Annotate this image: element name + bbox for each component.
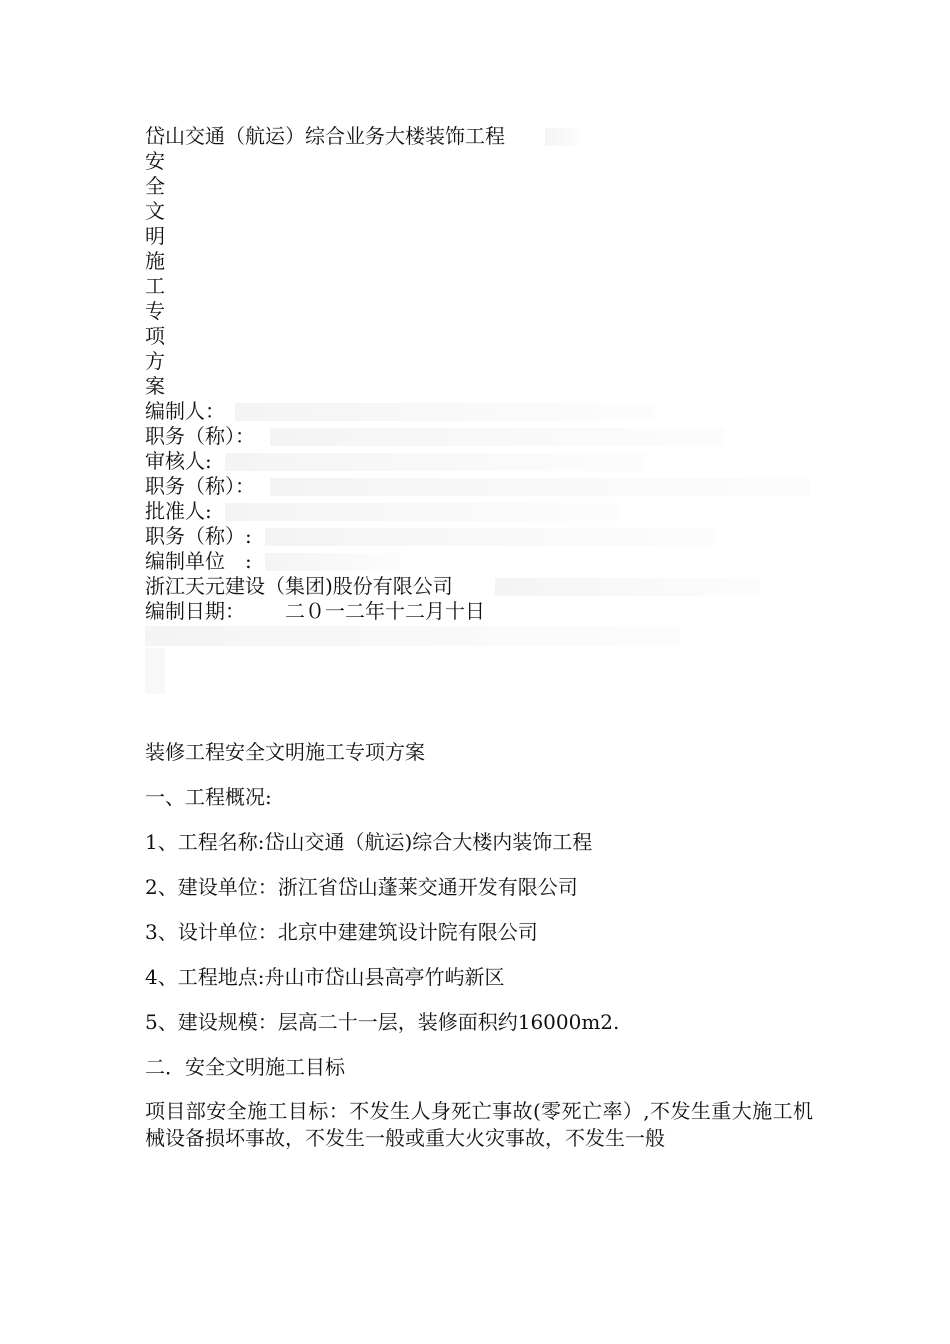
- field-label: 审核人:: [145, 449, 212, 473]
- field-row-unit: [145, 549, 825, 574]
- blank-field-line: [225, 453, 645, 471]
- field-row-title-3: [145, 524, 825, 549]
- blank-field-line: [270, 428, 725, 446]
- cover-section: [145, 124, 825, 684]
- faint-artifact: [145, 648, 165, 694]
- blank-field-line: [270, 478, 810, 496]
- overview-item: 1、工程名称:岱山交通（航运)综合大楼内装饰工程: [145, 830, 593, 854]
- blank-field-line: [235, 403, 655, 421]
- document-title: 装修工程安全文明施工专项方案: [145, 740, 425, 764]
- field-row-title-2: [145, 474, 825, 499]
- vertical-title-char: 项: [145, 324, 165, 348]
- vertical-title-char: 专: [145, 299, 165, 323]
- blank-field-line: [265, 528, 715, 546]
- vertical-title-char: 案: [145, 374, 165, 398]
- date-row: [145, 599, 825, 624]
- vertical-title-char: 文: [145, 199, 165, 223]
- blank-field-line: [495, 578, 760, 596]
- vertical-title-char: 安: [145, 149, 165, 173]
- vertical-title-char: 施: [145, 249, 165, 273]
- overview-item: 4、工程地点:舟山市岱山县高亭竹屿新区: [145, 965, 505, 989]
- vertical-title-char: 明: [145, 224, 165, 248]
- project-title-row: [145, 124, 825, 149]
- date-value: 二０一二年十二月十日: [285, 599, 485, 623]
- field-label: 职务（称）:: [145, 524, 252, 548]
- date-label: 编制日期：: [145, 599, 245, 623]
- section-heading-overview: 一、工程概况:: [145, 785, 272, 809]
- field-row-title-1: [145, 424, 825, 449]
- blank-field-line: [225, 503, 620, 521]
- field-label: 编制人：: [145, 399, 225, 423]
- company-name: 浙江天元建设（集团)股份有限公司: [145, 574, 453, 598]
- overview-item: 5、建设规模：层高二十一层，装修面积约16000m2.: [145, 1010, 620, 1034]
- blank-field-line: [265, 553, 400, 571]
- field-label: 职务（称）：: [145, 424, 255, 448]
- overview-item: 2、建设单位：浙江省岱山蓬莱交通开发有限公司: [145, 875, 578, 899]
- section-heading-goals: 二．安全文明施工目标: [145, 1055, 345, 1079]
- field-label: 职务（称）：: [145, 474, 255, 498]
- vertical-title-char: 全: [145, 174, 165, 198]
- field-row-reviewer: [145, 449, 825, 474]
- project-title: 岱山交通（航运）综合业务大楼装饰工程: [145, 124, 505, 148]
- goal-paragraph: 项目部安全施工目标：不发生人身死亡事故(零死亡率）,不发生重大施工机械设备损坏事故，不发生一般或重大火灾事故，不发生一般: [145, 1099, 813, 1150]
- faint-artifact: [545, 128, 579, 146]
- overview-item: 3、设计单位：北京中建建筑设计院有限公司: [145, 920, 538, 944]
- company-row: [145, 574, 825, 599]
- faint-artifact: [145, 626, 680, 646]
- vertical-title: [145, 149, 825, 399]
- cover-blank-area: [145, 624, 825, 684]
- vertical-title-char: 方: [145, 349, 165, 373]
- field-row-approver: [145, 499, 825, 524]
- field-label: 批准人:: [145, 499, 212, 523]
- field-label: 编制单位 :: [145, 549, 252, 573]
- field-row-compiler: [145, 399, 825, 424]
- plan-body: [145, 738, 825, 1169]
- vertical-title-char: 工: [145, 274, 165, 298]
